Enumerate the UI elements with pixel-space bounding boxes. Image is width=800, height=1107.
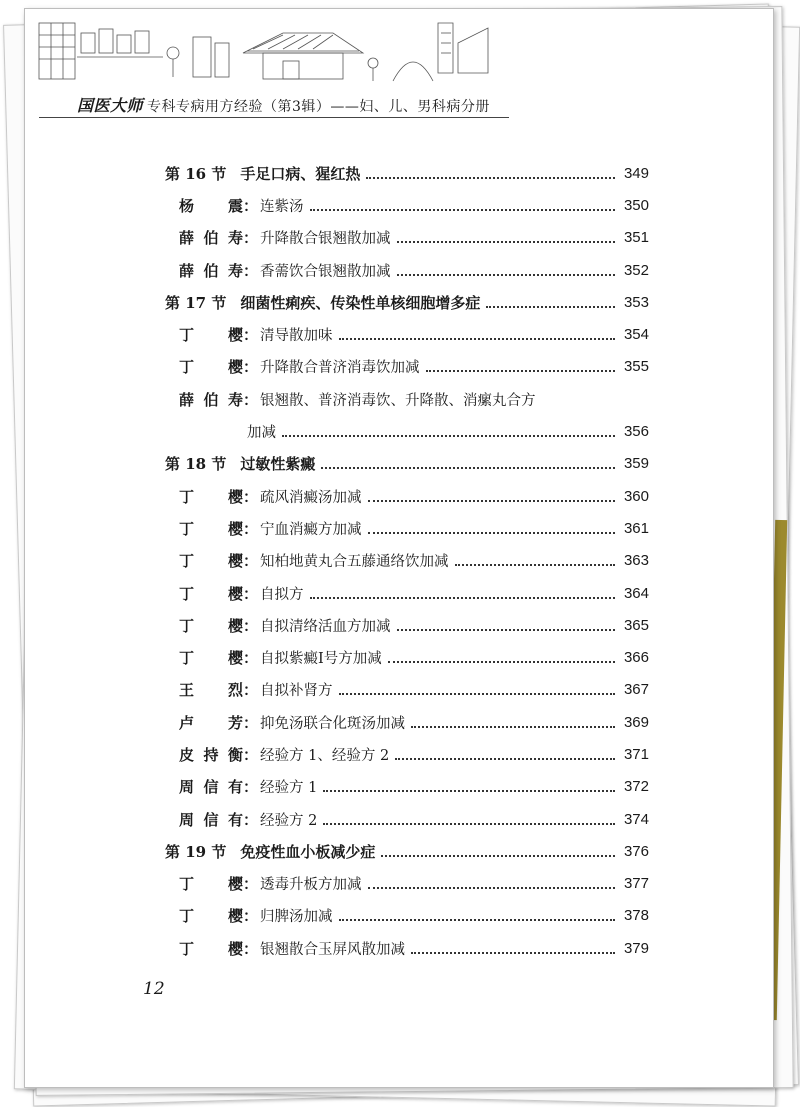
entry-title: 自拟紫癜Ⅰ号方加减 — [260, 651, 382, 668]
toc-entry-label — [165, 905, 333, 926]
author-separator: ： — [243, 713, 259, 732]
page-number: 12 — [143, 979, 165, 999]
author-separator: ： — [243, 745, 259, 764]
entry-author: 卢 芳 — [179, 713, 243, 732]
toc-entry-row[interactable] — [165, 318, 649, 350]
toc-entry-row[interactable] — [165, 706, 649, 738]
author-separator: ： — [243, 616, 259, 635]
toc-entry-row[interactable] — [165, 254, 649, 286]
dot-leader — [339, 337, 615, 340]
entry-title: 知柏地黄丸合五藤通络饮加减 — [260, 554, 449, 571]
entry-author: 丁 樱 — [179, 939, 243, 958]
toc-entry-label — [165, 938, 405, 959]
toc-section-row[interactable] — [165, 448, 649, 480]
dot-leader — [339, 918, 615, 921]
toc-entry-row[interactable] — [165, 609, 649, 641]
toc-entry-row[interactable] — [165, 771, 649, 803]
entry-author: 丁 樱 — [179, 519, 243, 538]
author-separator: ： — [243, 358, 259, 377]
dot-leader — [339, 692, 615, 695]
author-separator: ： — [243, 875, 259, 894]
dot-leader — [397, 628, 615, 631]
entry-author: 丁 樱 — [179, 358, 243, 377]
toc-entry-label — [165, 615, 391, 636]
entry-title: 自拟方 — [260, 586, 304, 603]
toc-entry-continuation[interactable] — [165, 415, 649, 447]
page-ref: 378 — [623, 907, 649, 925]
entry-author: 丁 樱 — [179, 584, 243, 603]
entry-title: 银翘散合玉屏风散加减 — [260, 941, 406, 958]
page-ref: 371 — [623, 745, 649, 763]
toc-entry-label — [165, 227, 391, 248]
entry-author: 丁 樱 — [179, 326, 243, 345]
dot-leader — [426, 369, 615, 372]
entry-author: 丁 樱 — [179, 875, 243, 894]
section-title: 免疫性血小板减少症 — [240, 842, 376, 861]
table-of-contents — [165, 157, 649, 964]
entry-author: 薛伯寿 — [179, 261, 243, 280]
toc-entry-row[interactable] — [165, 545, 649, 577]
toc-entry-label — [165, 809, 317, 830]
entry-title: 升降散合普济消毒饮加减 — [260, 360, 420, 377]
author-separator: ： — [243, 584, 259, 603]
page-ref: 353 — [623, 293, 649, 311]
page-ref: 369 — [623, 713, 649, 731]
page-ref: 354 — [623, 326, 649, 344]
entry-title: 宁血消癜方加减 — [260, 521, 362, 538]
toc-entry-row[interactable] — [165, 674, 649, 706]
toc-entry-label — [165, 583, 304, 604]
page-ref: 376 — [623, 842, 649, 860]
page-ref: 379 — [623, 939, 649, 957]
toc-entry-row[interactable] — [165, 351, 649, 383]
toc-entry-label — [165, 421, 276, 442]
page-ref: 372 — [623, 778, 649, 796]
page-ref: 361 — [623, 519, 649, 537]
toc-section-label — [165, 453, 315, 474]
author-separator: ： — [243, 552, 259, 571]
author-separator: ： — [243, 487, 259, 506]
toc-entry-row[interactable] — [165, 932, 649, 964]
page-ref: 352 — [623, 261, 649, 279]
dot-leader — [323, 822, 615, 825]
author-separator: ： — [243, 939, 259, 958]
toc-entry-label — [165, 712, 405, 733]
section-number: 第 16 节 — [165, 164, 227, 183]
entry-title: 连紫汤 — [260, 198, 304, 215]
entry-author: 丁 樱 — [179, 907, 243, 926]
author-separator: ： — [243, 390, 259, 409]
series-brand: 国医大师 — [77, 96, 144, 115]
entry-title: 自拟清络活血方加减 — [260, 618, 391, 635]
section-number: 第 17 节 — [165, 293, 227, 312]
entry-title: 清导散加味 — [260, 328, 333, 345]
entry-author: 丁 樱 — [179, 487, 243, 506]
dot-leader — [411, 725, 615, 728]
toc-section-row[interactable] — [165, 157, 649, 189]
entry-author: 丁 樱 — [179, 552, 243, 571]
toc-entry-label — [165, 324, 333, 345]
author-separator: ： — [243, 649, 259, 668]
toc-entry-label — [165, 744, 389, 765]
book-page — [24, 8, 774, 1088]
entry-title: 经验方 1、经验方 2 — [260, 747, 390, 764]
entry-author: 周信有 — [179, 778, 243, 797]
entry-author: 丁 樱 — [179, 649, 243, 668]
entry-title: 抑免汤联合化斑汤加减 — [260, 715, 406, 732]
page-ref: 349 — [623, 164, 649, 182]
entry-author: 薛伯寿 — [179, 390, 243, 409]
dot-leader — [321, 466, 615, 469]
toc-entry-row[interactable] — [165, 738, 649, 770]
dot-leader — [411, 951, 615, 954]
running-head — [77, 93, 490, 116]
toc-entry-label — [165, 486, 362, 507]
toc-entry-label — [165, 550, 449, 571]
author-separator: ： — [243, 196, 259, 215]
dot-leader — [388, 660, 615, 663]
dot-leader — [310, 208, 615, 211]
toc-entry-label — [165, 260, 391, 281]
dot-leader — [381, 854, 615, 857]
entry-title: 银翘散、普济消毒饮、升降散、消瘰丸合方 — [260, 392, 536, 409]
author-separator: ： — [243, 326, 259, 345]
toc-entry-label — [165, 679, 333, 700]
entry-title: 归脾汤加减 — [260, 909, 333, 926]
author-separator: ： — [243, 778, 259, 797]
author-separator: ： — [243, 681, 259, 700]
page-ref: 374 — [623, 810, 649, 828]
toc-entry-row[interactable] — [165, 868, 649, 900]
entry-title: 经验方 2 — [260, 812, 318, 829]
page-ref: 360 — [623, 487, 649, 505]
page-ref: 366 — [623, 649, 649, 667]
toc-section-row[interactable] — [165, 286, 649, 318]
toc-entry-row[interactable] — [165, 189, 649, 221]
dot-leader — [366, 176, 615, 179]
toc-entry-row[interactable] — [165, 641, 649, 673]
dot-leader — [282, 434, 615, 437]
entry-title: 加减 — [247, 425, 276, 442]
dot-leader — [395, 757, 615, 760]
dot-leader — [368, 499, 615, 502]
entry-title: 自拟补肾方 — [260, 683, 333, 700]
page-ref: 351 — [623, 229, 649, 247]
section-number: 第 19 节 — [165, 842, 227, 861]
toc-section-row[interactable] — [165, 835, 649, 867]
author-separator: ： — [243, 810, 259, 829]
dot-leader — [323, 789, 615, 792]
toc-entry-row[interactable] — [165, 383, 649, 415]
entry-author: 丁 樱 — [179, 616, 243, 635]
toc-entry-label — [165, 389, 536, 410]
toc-entry-label — [165, 776, 317, 797]
page-ref: 377 — [623, 875, 649, 893]
toc-entry-row[interactable] — [165, 900, 649, 932]
page-ref: 359 — [623, 455, 649, 473]
toc-section-label — [165, 841, 375, 862]
author-separator: ： — [243, 261, 259, 280]
author-separator: ： — [243, 907, 259, 926]
entry-author: 周信有 — [179, 810, 243, 829]
toc-entry-row[interactable] — [165, 480, 649, 512]
section-title: 过敏性紫癜 — [240, 455, 316, 474]
dot-leader — [310, 596, 615, 599]
dot-leader — [397, 240, 615, 243]
dot-leader — [368, 531, 615, 534]
toc-entry-row[interactable] — [165, 512, 649, 544]
toc-entry-label — [165, 518, 362, 539]
toc-entry-row[interactable] — [165, 577, 649, 609]
dot-leader — [368, 886, 615, 889]
entry-title: 疏风消癜汤加减 — [260, 489, 362, 506]
book-title: 专科专病用方经验（第3辑）——妇、儿、男科病分册 — [147, 99, 490, 115]
section-number: 第 18 节 — [165, 455, 227, 474]
section-title: 手足口病、猩红热 — [240, 164, 361, 183]
dot-leader — [486, 305, 615, 308]
dot-leader — [397, 273, 615, 276]
page-ref: 355 — [623, 358, 649, 376]
header-rule — [39, 117, 509, 118]
entry-title: 经验方 1 — [260, 780, 318, 797]
page-ref: 365 — [623, 616, 649, 634]
toc-entry-label — [165, 195, 304, 216]
header-illustration — [33, 13, 493, 85]
toc-section-label — [165, 292, 480, 313]
toc-entry-label — [165, 356, 420, 377]
author-separator: ： — [243, 229, 259, 248]
author-separator: ： — [243, 519, 259, 538]
entry-author: 王 烈 — [179, 681, 243, 700]
page-ref: 364 — [623, 584, 649, 602]
page-ref: 350 — [623, 196, 649, 214]
page-ref: 356 — [623, 423, 649, 441]
entry-author: 薛伯寿 — [179, 229, 243, 248]
entry-author: 杨 震 — [179, 196, 243, 215]
page-ref: 367 — [623, 681, 649, 699]
entry-author: 皮持衡 — [179, 745, 243, 764]
toc-entry-row[interactable] — [165, 222, 649, 254]
toc-section-label — [165, 163, 360, 184]
toc-entry-row[interactable] — [165, 803, 649, 835]
entry-title: 升降散合银翘散加减 — [260, 231, 391, 248]
section-title: 细菌性痢疾、传染性单核细胞增多症 — [240, 293, 481, 312]
dot-leader — [455, 563, 615, 566]
village-sketch-illustration — [33, 13, 493, 85]
entry-title: 透毒升板方加减 — [260, 877, 362, 894]
toc-entry-label — [165, 873, 362, 894]
page-ref: 363 — [623, 552, 649, 570]
toc-entry-label — [165, 647, 382, 668]
entry-title: 香薷饮合银翘散加减 — [260, 263, 391, 280]
